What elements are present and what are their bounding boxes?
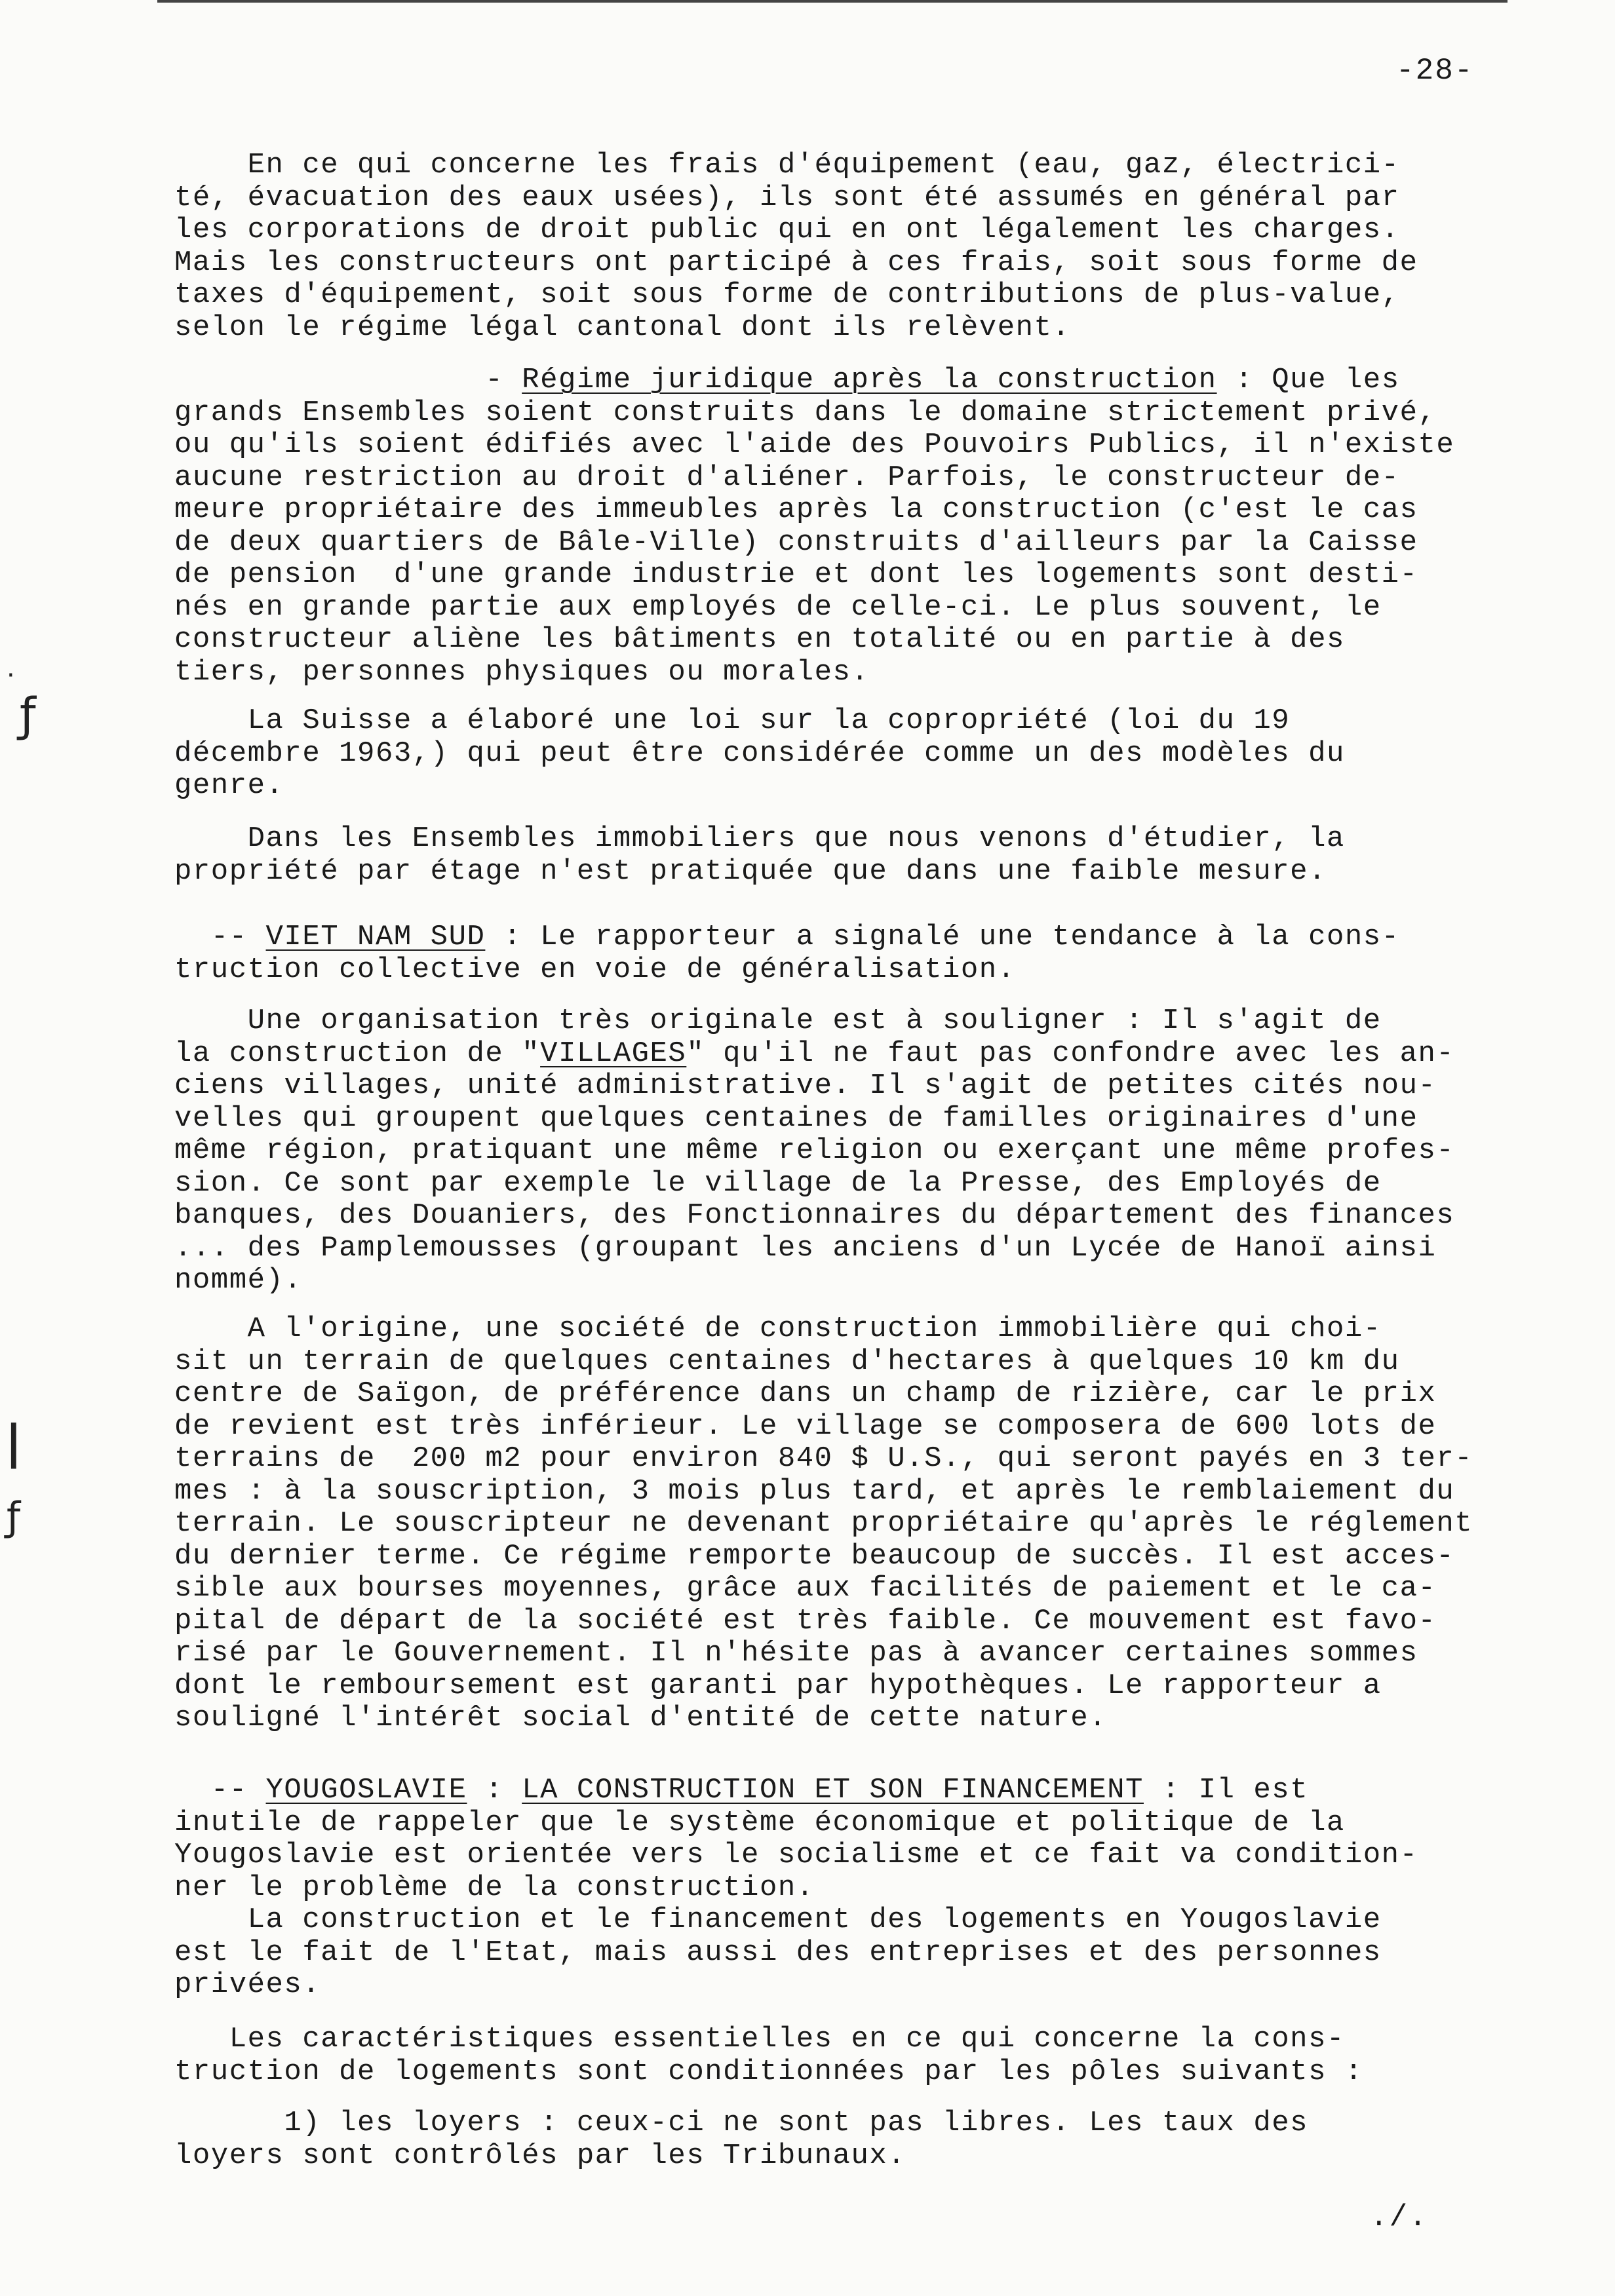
text-line: aucune restriction au droit d'aliéner. Parfois, le constructeur de- <box>174 461 1400 494</box>
text-line: ciens villages, unité administrative. Il s'agit de petites cités nou- <box>174 1069 1437 1102</box>
text-line: Yougoslavie est orientée vers le socialisme et ce fait va condition- <box>174 1839 1418 1871</box>
text-line: même région, pratiquant une même religion ou exerçant une même profes- <box>174 1134 1455 1167</box>
text-line: sit un terrain de quelques centaines d'hectares à quelques 10 km du <box>174 1345 1400 1378</box>
text-line: -- YOUGOSLAVIE : LA CONSTRUCTION ET SON FINANCEMENT : Il est <box>174 1774 1309 1807</box>
text-line: dont le remboursement est garanti par hypothèques. Le rapporteur a <box>174 1669 1382 1702</box>
paragraph-swiss-law <box>174 705 1345 803</box>
text-line: La Suisse a élaboré une loi sur la copropriété (loi du 19 <box>174 704 1291 737</box>
section-heading-viet-nam-sud: VIET NAM SUD <box>265 921 486 953</box>
text-line: genre. <box>174 769 284 802</box>
text-line: grands Ensembles soient construits dans le domaine strictement privé, <box>174 396 1437 429</box>
margin-mark-4: ƒ <box>7 1494 22 1540</box>
text-line: La construction et le financement des logements en Yougoslavie <box>174 1904 1382 1936</box>
margin-mark-3: | <box>5 1415 24 1469</box>
margin-mark-1: · <box>7 660 16 691</box>
text-line: privées. <box>174 1968 321 2001</box>
text-line: du dernier terme. Ce régime remporte beaucoup de succès. Il est acces- <box>174 1539 1455 1573</box>
text-line: meure propriétaire des immeubles après la construction (c'est le cas <box>174 493 1418 526</box>
text-line: ou qu'ils soient édifiés avec l'aide des Pouvoirs Publics, il n'existe <box>174 429 1455 461</box>
text-line: taxes d'équipement, soit sous forme de contributions de plus-value, <box>174 278 1400 311</box>
text-line: té, évacuation des eaux usées), ils sont été assumés en général par <box>174 181 1400 214</box>
text-line: propriété par étage n'est pratiquée que dans une faible mesure. <box>174 854 1327 888</box>
paragraph-villages <box>174 1005 1454 1297</box>
text-line: En ce qui concerne les frais d'équipement (eau, gaz, électrici- <box>174 149 1400 182</box>
margin-mark-2: ƒ <box>20 688 37 742</box>
text-line: Mais les constructeurs ont participé à ces frais, soit sous forme de <box>174 246 1418 279</box>
paragraph-legal-regime <box>174 364 1454 689</box>
text-line: tiers, personnes physiques ou morales. <box>174 655 870 689</box>
text-line: 1) les loyers : ceux-ci ne sont pas libres. Les taux des <box>174 2107 1309 2139</box>
text-line: Une organisation très originale est à souligner : Il s'agit de <box>174 1004 1382 1037</box>
text-line: terrains de 200 m2 pour environ 840 $ U.S., qui seront payés en 3 ter- <box>174 1442 1473 1475</box>
text-line: nommé). <box>174 1264 303 1297</box>
text-line: sible aux bourses moyennes, grâce aux facilités de paiement et le ca- <box>174 1572 1437 1605</box>
text-line: de revient est très inférieur. Le village se composera de 600 lots de <box>174 1409 1437 1443</box>
paragraph-origin <box>174 1313 1473 1735</box>
text-line: A l'origine, une société de construction immobilière qui choi- <box>174 1312 1382 1345</box>
text-line: inutile de rappeler que le système économique et politique de la <box>174 1806 1345 1839</box>
text-line: sion. Ce sont par exemple le village de la Presse, des Employés de <box>174 1166 1382 1200</box>
text-line: centre de Saïgon, de préférence dans un champ de rizière, car le prix <box>174 1377 1437 1410</box>
text-line: banques, des Douaniers, des Fonctionnaires du département des finances <box>174 1199 1455 1232</box>
page-number: -28- <box>1396 54 1474 88</box>
section-heading-yougoslavie: YOUGOSLAVIE <box>265 1774 467 1807</box>
text-line: ner le problème de la construction. <box>174 1871 815 1904</box>
text-line: les corporations de droit public qui en ont légalement les charges. <box>174 214 1400 246</box>
text-line: truction collective en voie de généralisation. <box>174 953 1016 986</box>
text-line: - Régime juridique après la construction : Que les <box>174 364 1400 396</box>
text-line: la construction de "VILLAGES" qu'il ne faut pas confondre avec les an- <box>174 1037 1455 1070</box>
text-line: de pension d'une grande industrie et dont les logements sont desti- <box>174 558 1418 591</box>
text-line: souligné l'intérêt social d'entité de cette nature. <box>174 1702 1108 1734</box>
text-line: constructeur aliène les bâtiments en totalité ou en partie à des <box>174 623 1345 656</box>
text-line: velles qui groupent quelques centaines de familles originaires d'une <box>174 1101 1418 1135</box>
top-rule <box>157 0 1508 3</box>
text-line: décembre 1963,) qui peut être considérée comme un des modèles du <box>174 737 1345 770</box>
text-line: Les caractéristiques essentielles en ce qui concerne la cons- <box>174 2023 1345 2056</box>
paragraph-floor-ownership <box>174 823 1345 888</box>
text-line: ... des Pamplemousses (groupant les anciens d'un Lycée de Hanoï ainsi <box>174 1231 1437 1265</box>
text-line: mes : à la souscription, 3 mois plus tard, et après le remblaiement du <box>174 1474 1455 1508</box>
text-line: risé par le Gouvernement. Il n'hésite pas à avancer certaines sommes <box>174 1637 1418 1670</box>
section-heading-legal-regime: Régime juridique après la construction <box>522 364 1217 396</box>
text-line: pital de départ de la société est très faible. Ce mouvement est favo- <box>174 1604 1437 1637</box>
text-line: truction de logements sont conditionnées par les pôles suivants : <box>174 2055 1363 2088</box>
section-heading-construction-financement: LA CONSTRUCTION ET SON FINANCEMENT <box>522 1774 1144 1807</box>
text-line: de deux quartiers de Bâle-Ville) construits d'ailleurs par la Caisse <box>174 526 1418 559</box>
text-line: est le fait de l'Etat, mais aussi des entreprises et des personnes <box>174 1936 1382 1969</box>
text-line: nés en grande partie aux employés de celle-ci. Le plus souvent, le <box>174 590 1382 624</box>
text-line: Dans les Ensembles immobiliers que nous venons d'étudier, la <box>174 822 1345 855</box>
text-line: terrain. Le souscripteur ne devenant propriétaire qu'après le réglement <box>174 1507 1473 1540</box>
paragraph-rents <box>174 2107 1308 2172</box>
paragraph-equipment-costs <box>174 149 1418 344</box>
text-line: loyers sont contrôlés par les Tribunaux. <box>174 2139 906 2172</box>
paragraph-yougoslavie <box>174 1774 1418 2002</box>
text-line: -- VIET NAM SUD : Le rapporteur a signalé une tendance à la cons- <box>174 921 1400 953</box>
paragraph-characteristics <box>174 2023 1363 2088</box>
text-line: selon le régime légal cantonal dont ils relèvent. <box>174 311 1071 344</box>
continuation-mark: ./. <box>1370 2200 1428 2234</box>
paragraph-viet-nam-sud <box>174 921 1400 986</box>
villages-term: VILLAGES <box>540 1037 687 1070</box>
